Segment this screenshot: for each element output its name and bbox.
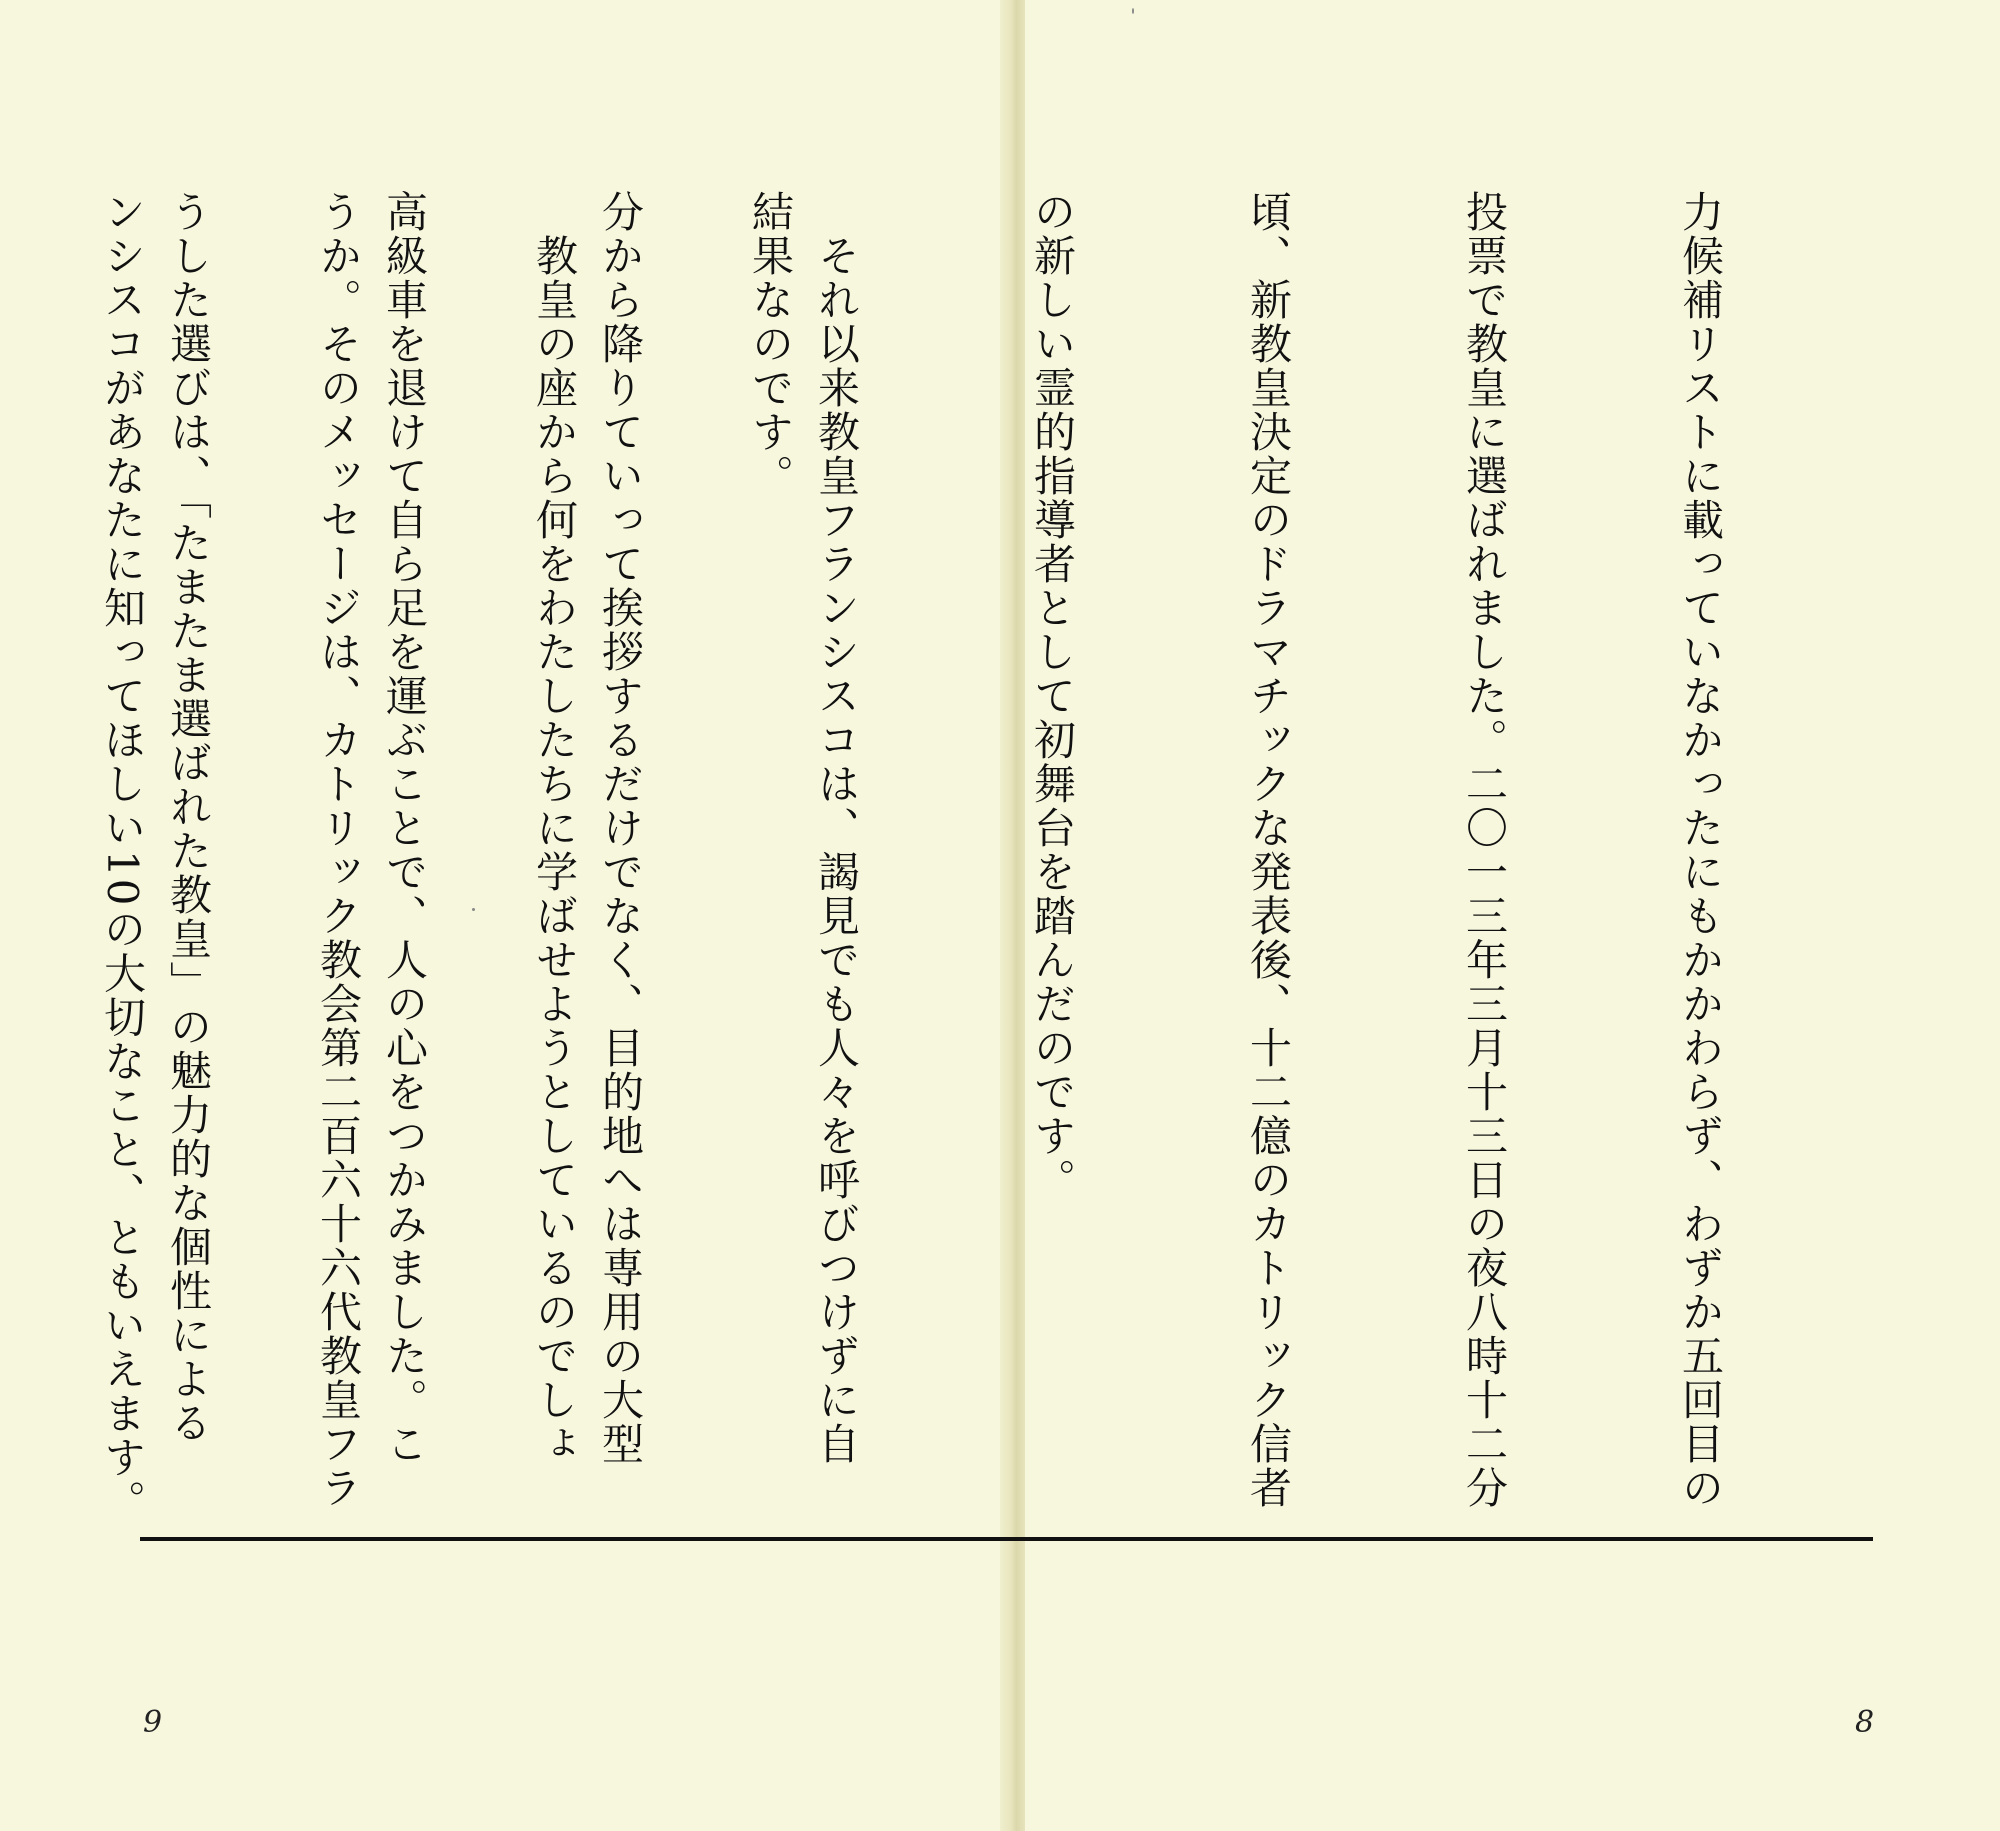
right-page-footer-rule bbox=[1015, 1537, 1873, 1541]
text-column: 分から降りていって挨拶するだけでなく、目的地へは専用の大型 bbox=[596, 190, 645, 1466]
text-column: 投票で教皇に選ばれました。二〇一三年三月十三日の夜八時十二分 bbox=[1460, 190, 1509, 1510]
text-column: ンシスコがあなたに知ってほしい10の大切なこと、ともいえます。 bbox=[98, 190, 147, 1524]
text-column: 高級車を退けて自ら足を運ぶことで、人の心をつかみました。こ bbox=[380, 190, 429, 1466]
right-page-number: 8 bbox=[1855, 1705, 1875, 1740]
text-column: うした選びは、「たまたま選ばれた教皇」の魅力的な個性による bbox=[164, 190, 213, 1445]
text-column: それ以来教皇フランシスコは、謁見でも人々を呼びつけずに自 bbox=[812, 190, 861, 1466]
text-column: うか。そのメッセージは、カトリック教会第二百六十六代教皇フラ bbox=[314, 190, 363, 1510]
text-column: 教皇の座から何をわたしたちに学ばせようとしているのでしょ bbox=[530, 190, 579, 1466]
left-page-number: 9 bbox=[143, 1705, 163, 1740]
paper-speck bbox=[1132, 8, 1134, 14]
text-column: の新しい霊的指導者として初舞台を踏んだのです。 bbox=[1028, 190, 1077, 1202]
text-column: 結果なのです。 bbox=[746, 190, 795, 498]
left-page-footer-rule bbox=[140, 1537, 1015, 1541]
text-column: 頃、新教皇決定のドラマチックな発表後、十二億のカトリック信者 bbox=[1244, 190, 1293, 1510]
paper-speck bbox=[472, 908, 475, 911]
text-column: 力候補リストに載っていなかったにもかかわらず、わずか五回目の bbox=[1676, 190, 1725, 1510]
